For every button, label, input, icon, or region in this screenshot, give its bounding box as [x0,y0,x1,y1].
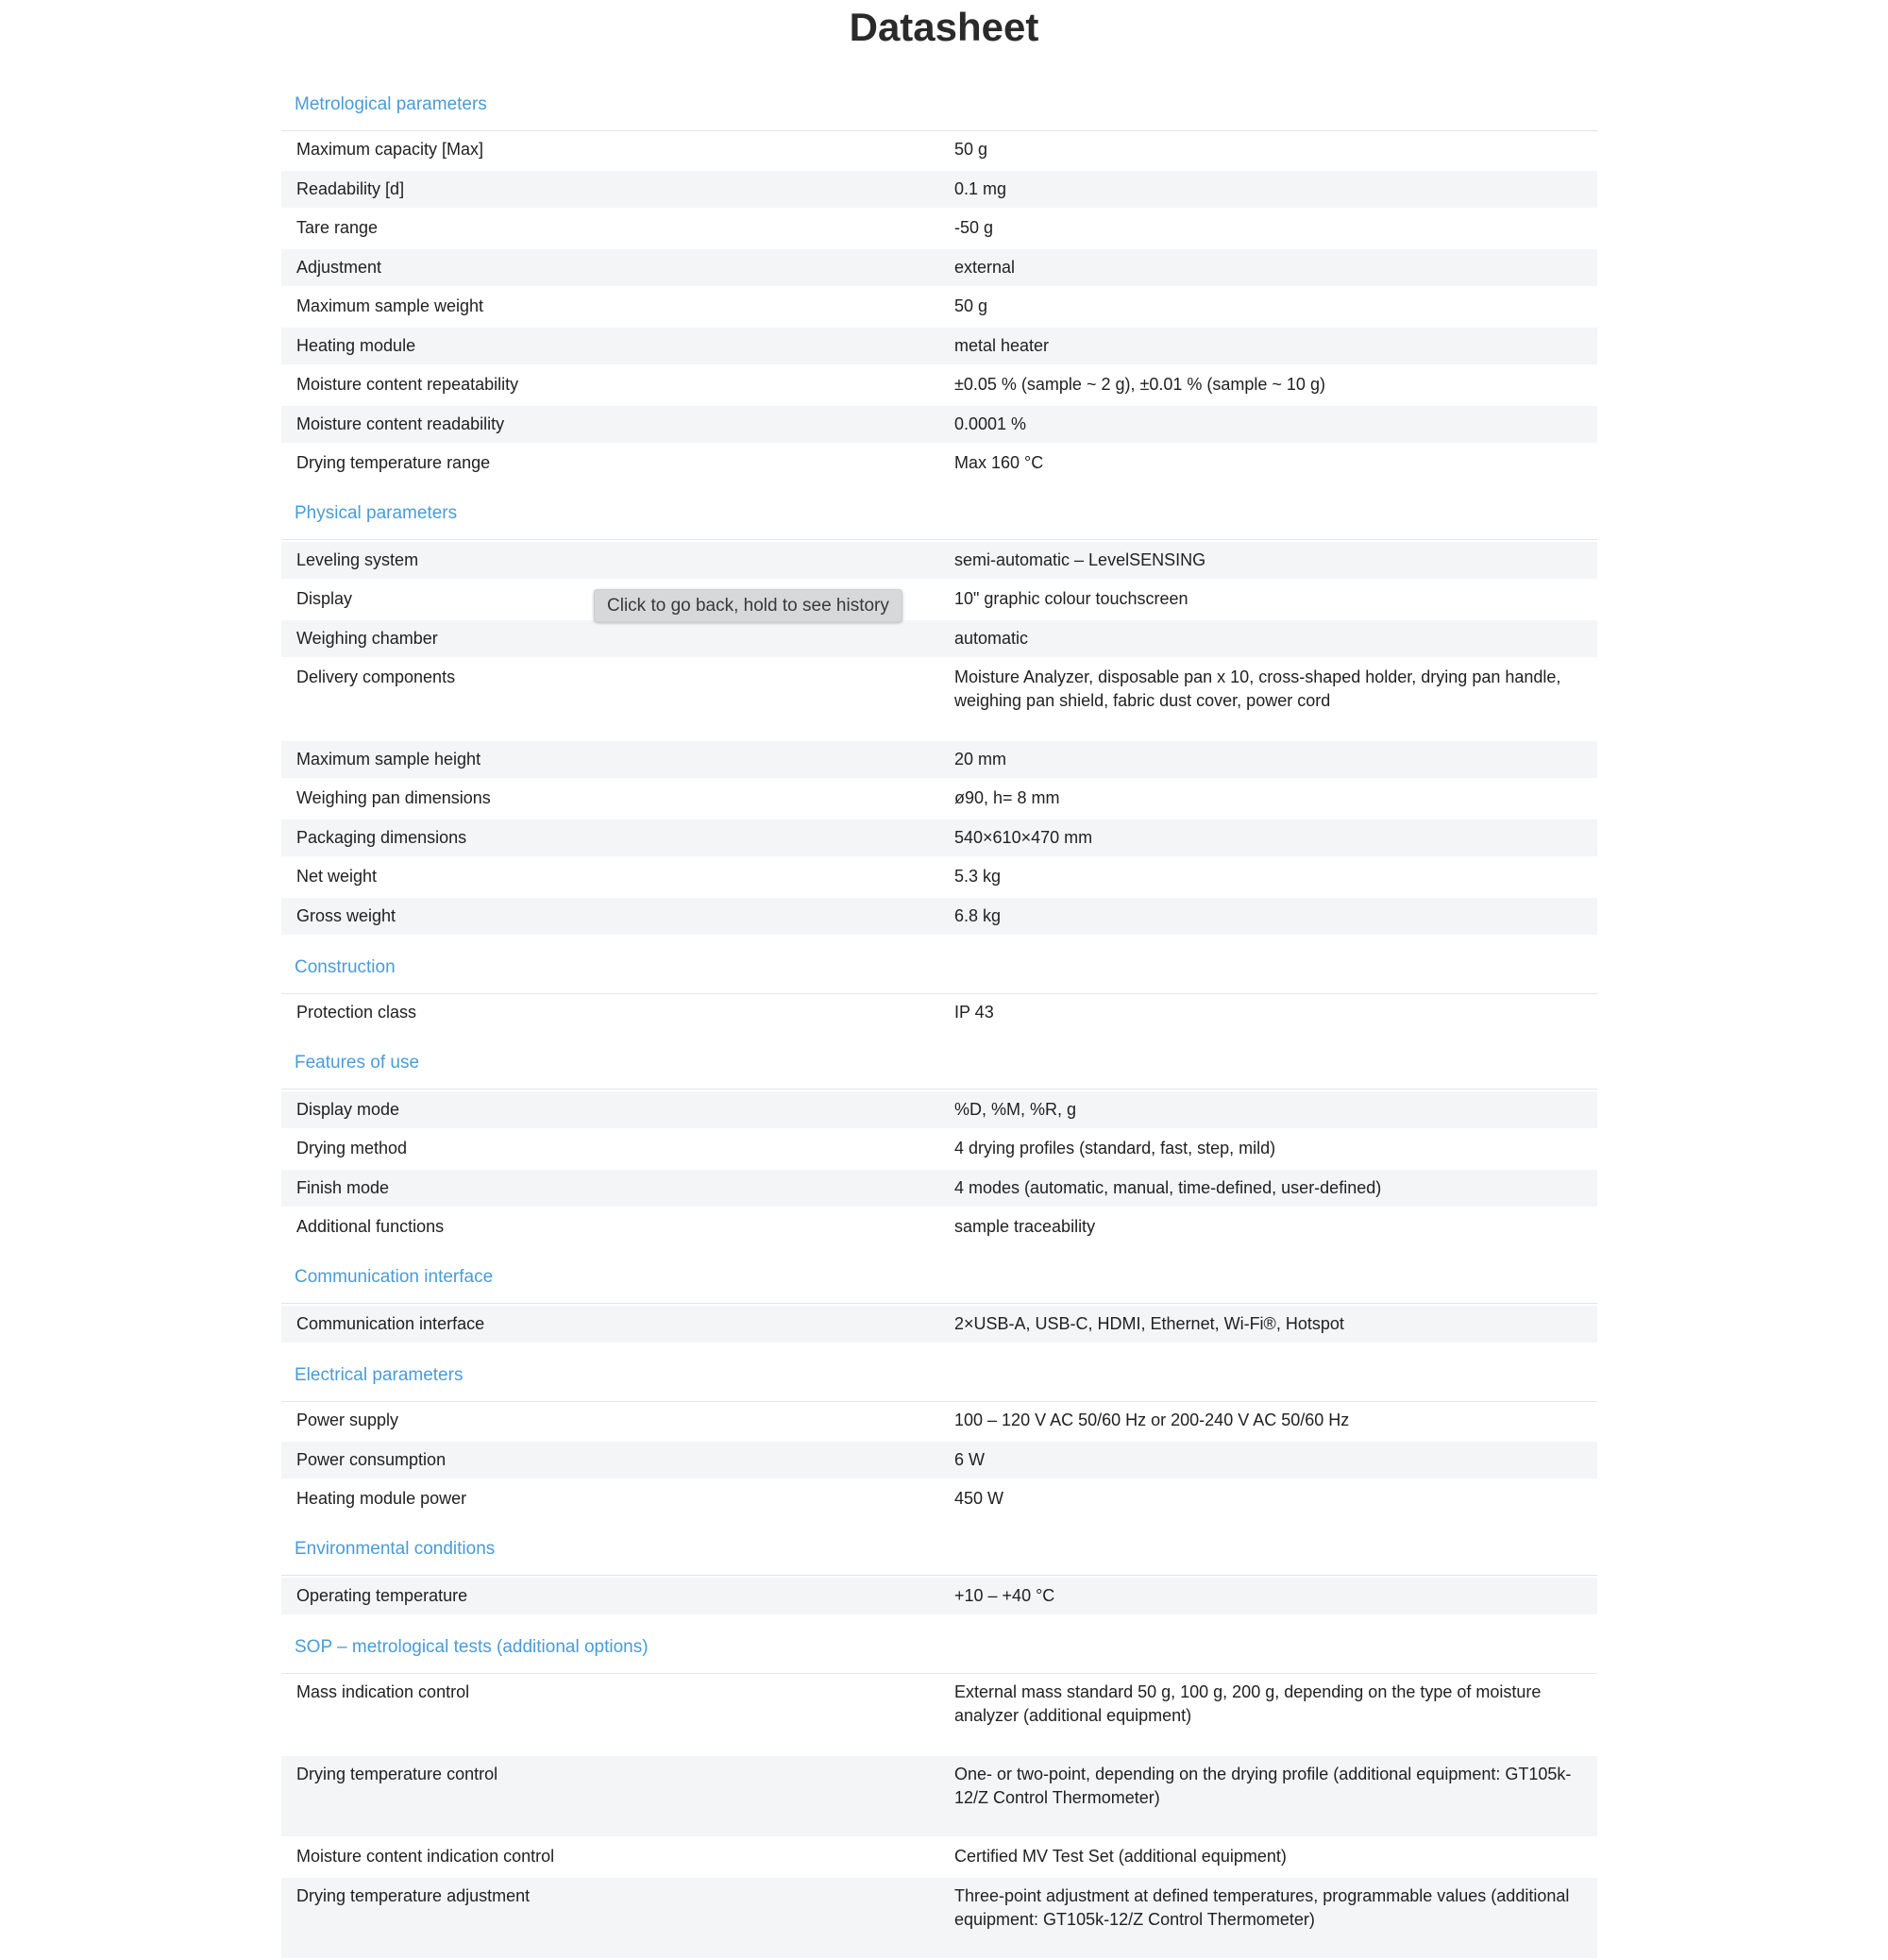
spec-value: 50 g [954,140,988,159]
spec-value: 0.0001 % [954,414,1027,433]
spec-label: Drying temperature control [296,1765,498,1783]
spec-value: %D, %M, %R, g [954,1100,1077,1119]
spec-label: Heating module [296,336,416,355]
spec-value: Three-point adjustment at defined temperatures, programmable values (additional equipment: GT105k-12/Z Control Thermometer) [954,1886,1570,1929]
spec-label: Leveling system [296,550,419,569]
spec-row [281,445,1597,482]
spec-row [281,1130,1597,1168]
spec-value: -50 g [954,218,994,237]
spec-row [281,1090,1597,1130]
spec-label: Weighing chamber [296,629,438,648]
spec-label: Finish mode [296,1178,390,1197]
spec-value: Moisture Analyzer, disposable pan x 10, cross-shaped holder, drying pan handle, weighing pan shield, fabric dust cover, power cord [954,667,1561,710]
spec-value: 4 modes (automatic, manual, time-defined, user-defined) [954,1178,1382,1197]
section-metrological-parameters [281,93,1597,482]
section-title: Environmental conditions [295,1539,496,1559]
spec-row [281,1440,1597,1480]
spec-value: 6 W [954,1450,986,1469]
spec-row [281,896,1597,937]
section-electrical-parameters [281,1363,1597,1518]
section-rows [281,993,1597,1032]
spec-label: Drying method [296,1139,408,1157]
section-features-of-use [281,1051,1597,1246]
spec-value: 50 g [954,296,988,315]
spec-value: ø90, h= 8 mm [954,788,1060,807]
spec-row [281,659,1597,739]
section-environmental-conditions [281,1537,1597,1616]
spec-row [281,1304,1597,1344]
spec-value: 4 drying profiles (standard, fast, step, mild) [954,1139,1276,1157]
spec-row [281,1576,1597,1616]
spec-label: Power supply [296,1411,399,1429]
spec-value: ±0.05 % (sample ~ 2 g), ±0.01 % (sample ~ 10 g) [954,375,1325,394]
back-history-tooltip: Click to go back, hold to see history [594,589,902,622]
spec-label: Moisture content indication control [296,1847,555,1866]
section-communication-interface [281,1265,1597,1344]
spec-row [281,1674,1597,1754]
spec-row [281,131,1597,169]
section-rows [281,539,1597,937]
spec-label: Mass indication control [296,1682,470,1701]
spec-row [281,1838,1597,1876]
section-rows [281,1089,1597,1246]
section-sop-metrological-tests-additional-options [281,1635,1597,1960]
page-title: Datasheet [849,5,1039,49]
section-title: Construction [295,957,396,977]
spec-label: Display mode [296,1100,400,1119]
spec-row [281,858,1597,896]
spec-label: Maximum capacity [Max] [296,140,484,159]
section-title: Features of use [295,1053,420,1073]
spec-label: Packaging dimensions [296,828,467,847]
spec-label: Net weight [296,867,378,886]
spec-row [281,818,1597,858]
spec-value: External mass standard 50 g, 100 g, 200 g, depending on the type of moisture analyzer (additional equipment) [954,1682,1542,1725]
spec-row [281,1168,1597,1208]
spec-row [281,1876,1597,1960]
section-rows [281,1401,1597,1518]
spec-value: 100 – 120 V AC 50/60 Hz or 200-240 V AC 50/60 Hz [954,1411,1350,1429]
spec-row [281,739,1597,780]
spec-value: metal heater [954,336,1050,355]
spec-value: Max 160 °C [954,453,1044,472]
spec-row [281,1754,1597,1838]
spec-label: Delivery components [296,667,456,686]
spec-row [281,1480,1597,1518]
spec-label: Drying temperature range [296,453,491,472]
spec-row [281,326,1597,366]
spec-label: Readability [d] [296,179,405,198]
section-title: Metrological parameters [295,94,487,114]
spec-label: Moisture content readability [296,414,505,433]
spec-value: 2×USB-A, USB-C, HDMI, Ethernet, Wi-Fi®, Hotspot [954,1314,1344,1333]
spec-label: Maximum sample height [296,750,481,769]
spec-label: Display [296,589,353,608]
spec-value: external [954,258,1016,277]
spec-row [281,994,1597,1032]
section-physical-parameters [281,501,1597,937]
section-construction [281,955,1597,1032]
spec-row [281,366,1597,404]
spec-row [281,780,1597,818]
spec-label: Adjustment [296,258,382,277]
spec-label: Additional functions [296,1217,445,1236]
section-title: Physical parameters [295,503,458,523]
section-rows [281,130,1597,482]
spec-value: sample traceability [954,1217,1096,1236]
spec-value: 10" graphic colour touchscreen [954,589,1188,608]
spec-row [281,581,1597,618]
spec-value: automatic [954,629,1029,648]
spec-value: 5.3 kg [954,867,1002,886]
spec-label: Tare range [296,218,379,237]
spec-value: Certified MV Test Set (additional equipment) [954,1847,1287,1866]
spec-row [281,210,1597,247]
section-title: Electrical parameters [295,1365,464,1385]
section-title: Communication interface [295,1267,494,1287]
spec-label: Moisture content repeatability [296,375,519,394]
spec-row [281,288,1597,326]
spec-value: 0.1 mg [954,179,1007,198]
spec-value: IP 43 [954,1003,994,1022]
section-rows [281,1303,1597,1344]
spec-label: Maximum sample weight [296,296,484,315]
datasheet-table [281,93,1597,1960]
section-rows [281,1575,1597,1616]
spec-label: Weighing pan dimensions [296,788,491,807]
spec-label: Protection class [296,1003,417,1022]
spec-value: +10 – +40 °C [954,1586,1055,1605]
spec-value: 20 mm [954,750,1007,769]
spec-label: Power consumption [296,1450,447,1469]
section-rows [281,1673,1597,1960]
spec-row [281,247,1597,288]
spec-value: 450 W [954,1489,1004,1508]
spec-row [281,1208,1597,1246]
spec-value: One- or two-point, depending on the drying profile (additional equipment: GT105k-12/Z Control Thermometer) [954,1765,1572,1807]
spec-row [281,1402,1597,1440]
spec-row [281,404,1597,445]
spec-value: 6.8 kg [954,906,1002,925]
spec-label: Communication interface [296,1314,485,1333]
spec-label: Gross weight [296,906,396,925]
spec-label: Operating temperature [296,1586,468,1605]
spec-row [281,169,1597,210]
section-title: SOP – metrological tests (additional options) [295,1637,649,1657]
spec-value: semi-automatic – LevelSENSING [954,550,1206,569]
spec-label: Heating module power [296,1489,467,1508]
spec-row [281,618,1597,659]
spec-row [281,540,1597,581]
spec-label: Drying temperature adjustment [296,1886,531,1905]
spec-value: 540×610×470 mm [954,828,1093,847]
